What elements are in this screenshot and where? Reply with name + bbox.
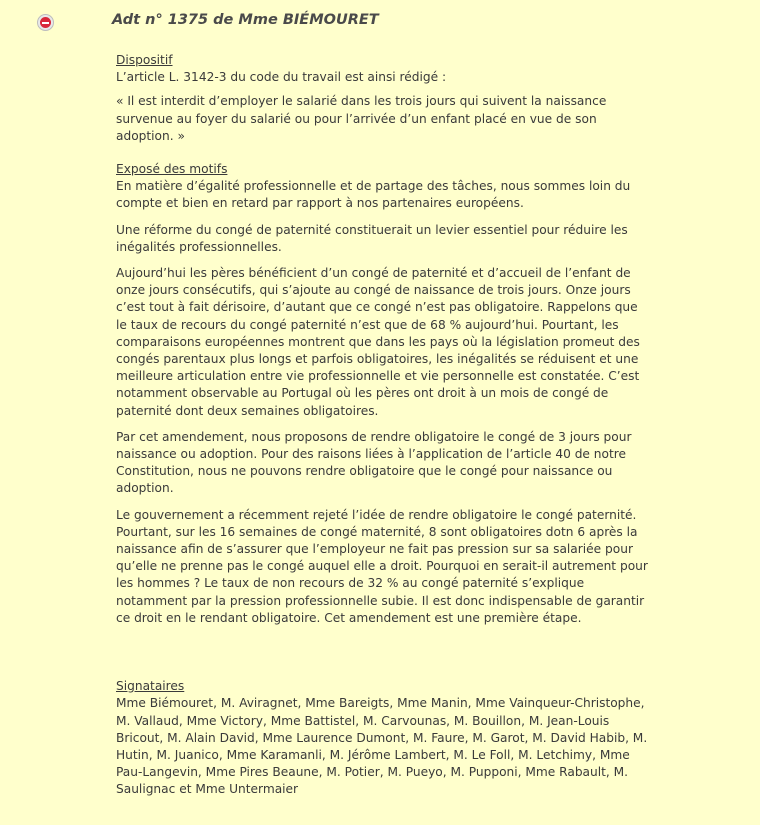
expose-paragraph: En matière d’égalité professionnelle et de partage des tâches, nous sommes loin du compte et bien en retard par rapport à nos partenaires européens. <box>116 179 631 211</box>
expose-paragraph: Aujourd’hui les pères bénéficient d’un congé de paternité et d’accueil de l’enfant de onze jours consécutifs, qui s’ajoute au congé de naissance de trois jours. Onze jours c’est tout à fait dérisoire, d’autant que ce congé n’est pas obligatoire. Rappelons que le taux de recours du congé paternité n’est que de 68 % aujourd’hui. Pourtant, les comparaisons européennes montrent que dans les pays où la législation promeut des congés parentaux plus longs et parfois obligatoires, les inégalités se réduisent et une meilleure articulation entre vie professionnelle et vie personnelle est constatée. C’est notamment observable au Portugal où les pères ont droit à un mois de congé de paternité dont deux semaines obligatoires. <box>116 266 640 418</box>
expose-heading: Exposé des motifs <box>116 162 228 177</box>
expose-paragraph: Le gouvernement a récemment rejeté l’idée de rendre obligatoire le congé paternité. Pourtant, sur les 16 semaines de congé maternité, 8 sont obligatoires dotn 6 après la naissance afin de s’assurer que l’employeur ne fait pas pression sur sa salariée pour qu’elle ne prenne pas le congé auquel elle a droit. Pourquoi en serait-il autrement pour les hommes ? Le taux de non recours de 32 % au congé paternité s’explique notamment par la pression professionnelle subie. Il est donc indispensable de garantir ce droit en le rendant obligatoire. Cet amendement est une première étape. <box>116 507 648 625</box>
dispositif-quote: « Il est interdit d’employer le salarié dans les trois jours qui suivent la naissance survenue au foyer du salarié ou pour l’arrivée d’un enfant placé en vue de son adoption. » <box>116 94 607 143</box>
expose-paragraph: Par cet amendement, nous proposons de rendre obligatoire le congé de 3 jours pour naissance ou adoption. Pour des raisons liées à l’application de l’article 40 de notre Constitution, nous ne pouvons rendre obligatoire que le congé pour naissance ou adoption. <box>116 429 632 496</box>
dispositif-heading: Dispositif <box>116 53 173 67</box>
expose-paragraph: Une réforme du congé de paternité constituerait un levier essentiel pour réduire les inégalités professionnelles. <box>116 222 628 254</box>
amendment-body <box>116 52 648 799</box>
minus-circle-icon[interactable] <box>37 14 54 31</box>
signataires-list: Mme Biémouret, M. Aviragnet, Mme Bareigts, Mme Manin, Mme Vainqueur-Christophe, M. Vallaud, Mme Victory, Mme Battistel, M. Carvounas, M. Bouillon, M. Jean-Louis Bricout, M. Alain David, Mme Laurence Dumont, M. Faure, M. Garot, M. David Habib, M. Hutin, M. Juanico, Mme Karamanli, M. Jérôme Lambert, M. Le Foll, M. Letchimy, Mme Pau-Langevin, Mme Pires Beaune, M. Potier, M. Pueyo, M. Pupponi, Mme Rabault, M. Saulignac et Mme Untermaier <box>116 696 648 797</box>
dispositif-intro: L’article L. 3142-3 du code du travail est ainsi rédigé : <box>116 70 447 85</box>
collapse-button-glyph <box>40 17 51 28</box>
signataires-section <box>116 678 648 798</box>
dispositif-section <box>116 52 648 145</box>
expose-section <box>116 161 648 627</box>
amendment-title: Adt n° 1375 de Mme BIÉMOURET <box>112 12 379 28</box>
signataires-heading: Signataires <box>116 679 185 694</box>
